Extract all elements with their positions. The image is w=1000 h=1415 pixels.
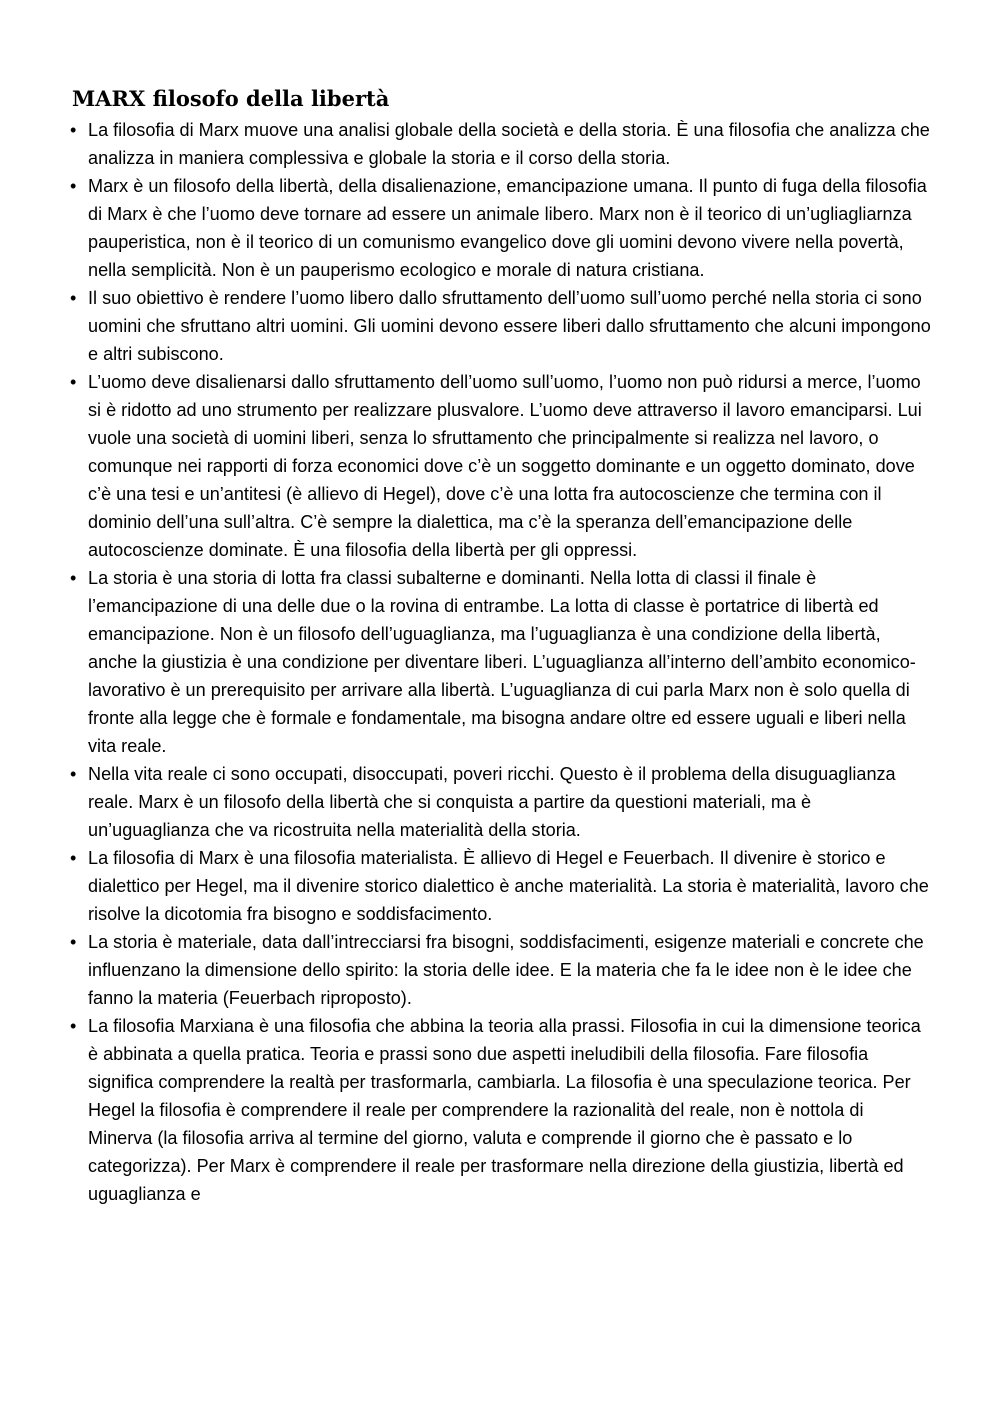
list-item [70, 172, 932, 284]
bullet-icon: • [70, 288, 77, 308]
list-item-text: L’uomo deve disalienarsi dallo sfruttamento dell’uomo sull’uomo, l’uomo non può ridursi a merce, l’uomo si è ridotto ad uno strumento per realizzare plusvalore. L’uomo deve attraverso il lavoro emanciparsi. Lui vuole una società di uomini liberi, senza lo sfruttamento che principalmente si realizza nel lavoro, o comunque nei rapporti di forza economici dove c’è un soggetto dominante e un oggetto dominato, dove c’è una tesi e un’antitesi (è allievo di Hegel), dove c’è una lotta fra autocoscienze che termina con il dominio dell’una sull’altra. C’è sempre la dialettica, ma c’è la speranza dell’emancipazione delle autocoscienze dominate. È una filosofia della libertà per gli oppressi. [88, 372, 922, 560]
document-title: MARX filosofo della libertà [72, 86, 390, 111]
bullet-icon: • [70, 120, 77, 140]
bullet-icon: • [70, 176, 77, 196]
list-item-text: La filosofia Marxiana è una filosofia che abbina la teoria alla prassi. Filosofia in cui la dimensione teorica è abbinata a quella pratica. Teoria e prassi sono due aspetti ineludibili della filosofia. Fare filosofia significa comprendere la realtà per trasformarla, cambiarla. La filosofia è una speculazione teorica. Per Hegel la filosofia è comprendere il reale per comprendere la razionalità del reale, non è nottola di Minerva (la filosofia arriva al termine del giorno, valuta e comprende il giorno che è passato e lo categorizza). Per Marx è comprendere il reale per trasformare nella direzione della giustizia, libertà ed uguaglianza e [88, 1016, 921, 1204]
list-item [70, 1012, 932, 1208]
list-item-text: La filosofia di Marx è una filosofia materialista. È allievo di Hegel e Feuerbach. Il divenire è storico e dialettico per Hegel, ma il divenire storico dialettico è anche materialità. La storia è materialità, lavoro che risolve la dicotomia fra bisogno e soddisfacimento. [88, 848, 929, 924]
bullet-icon: • [70, 932, 77, 952]
bullet-icon: • [70, 764, 77, 784]
list-item [70, 368, 932, 564]
list-item-text: Il suo obiettivo è rendere l’uomo libero dallo sfruttamento dell’uomo sull’uomo perché nella storia ci sono uomini che sfruttano altri uomini. Gli uomini devono essere liberi dallo sfruttamento che alcuni impongono e altri subiscono. [88, 288, 931, 364]
list-item-text: La storia è una storia di lotta fra classi subalterne e dominanti. Nella lotta di classi il finale è l’emancipazione di una delle due o la rovina di entrambe. La lotta di classe è portatrice di libertà ed emancipazione. Non è un filosofo dell’uguaglianza, ma l’uguaglianza è una condizione della libertà, anche la giustizia è una condizione per diventare liberi. L’uguaglianza all’interno dell’ambito economico-lavorativo è un prerequisito per arrivare alla libertà. L’uguaglianza di cui parla Marx non è solo quella di fronte alla legge che è formale e fondamentale, ma bisogna andare oltre ed essere uguali e liberi nella vita reale. [88, 568, 916, 756]
bullet-icon: • [70, 372, 77, 392]
list-item-text: La filosofia di Marx muove una analisi globale della società e della storia. È una filosofia che analizza che analizza in maniera complessiva e globale la storia e il corso della storia. [88, 120, 930, 168]
list-item [70, 564, 932, 760]
bullet-icon: • [70, 1016, 77, 1036]
bullet-list [70, 116, 932, 1208]
bullet-icon: • [70, 568, 77, 588]
list-item-text: La storia è materiale, data dall’intrecciarsi fra bisogni, soddisfacimenti, esigenze materiali e concrete che influenzano la dimensione dello spirito: la storia delle idee. E la materia che fa le idee non è le idee che fanno la materia (Feuerbach riproposto). [88, 932, 924, 1008]
bullet-icon: • [70, 848, 77, 868]
list-item [70, 928, 932, 1012]
list-item [70, 116, 932, 172]
list-item [70, 844, 932, 928]
list-item [70, 760, 932, 844]
list-item-text: Nella vita reale ci sono occupati, disoccupati, poveri ricchi. Questo è il problema della disuguaglianza reale. Marx è un filosofo della libertà che si conquista a partire da questioni materiali, ma è un’uguaglianza che va ricostruita nella materialità della storia. [88, 764, 896, 840]
list-item-text: Marx è un filosofo della libertà, della disalienazione, emancipazione umana. Il punto di fuga della filosofia di Marx è che l’uomo deve tornare ad essere un animale libero. Marx non è il teorico di un’ugliagliarnza pauperistica, non è il teorico di un comunismo evangelico dove gli uomini devono vivere nella povertà, nella semplicità. Non è un pauperismo ecologico e morale di natura cristiana. [88, 176, 927, 280]
list-item [70, 284, 932, 368]
